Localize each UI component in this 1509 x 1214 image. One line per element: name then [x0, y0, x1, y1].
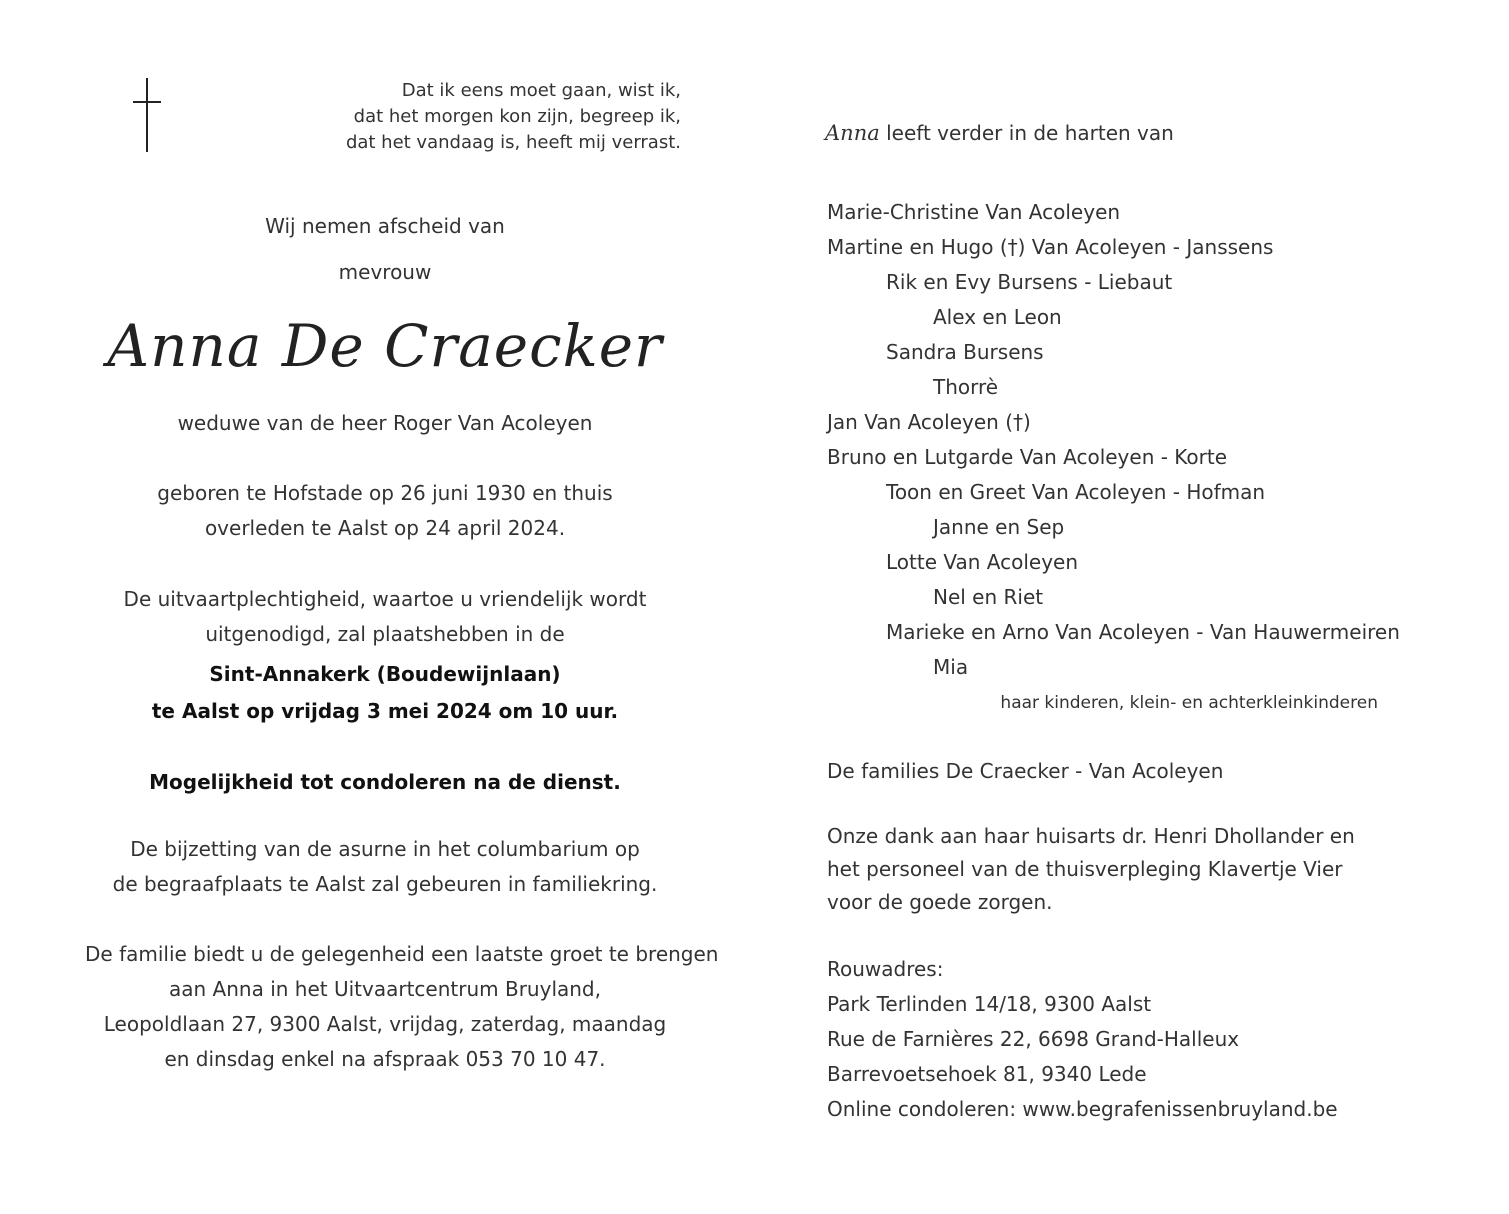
deceased-name: Anna De Craecker — [107, 312, 663, 380]
visit-line-3: Leopoldlaan 27, 9300 Aalst, vrijdag, zaterdag, maandag — [103, 1012, 667, 1036]
family-member: Marie-Christine Van Acoleyen — [827, 200, 1121, 224]
thanks-line-2: het personeel van de thuisverpleging Klavertje Vier — [827, 857, 1343, 881]
family-member: Mia — [933, 655, 969, 679]
address-line: Park Terlinden 14/18, 9300 Aalst — [827, 992, 1152, 1016]
family-member: Alex en Leon — [933, 305, 1062, 329]
intro-text: Wij nemen afscheid van — [265, 214, 505, 238]
thanks-line-3: voor de goede zorgen. — [827, 890, 1053, 914]
address-label: Rouwadres: — [827, 957, 944, 981]
poem-line-2: dat het morgen kon zijn, begreep ik, — [353, 106, 681, 127]
families-line: De families De Craecker - Van Acoleyen — [827, 759, 1224, 783]
ceremony-line-1: De uitvaartplechtigheid, waartoe u vriendelijk wordt — [123, 587, 647, 611]
family-member: Marieke en Arno Van Acoleyen - Van Hauwermeiren — [886, 620, 1400, 644]
family-member: Sandra Bursens — [886, 340, 1044, 364]
widow-text: weduwe van de heer Roger Van Acoleyen — [177, 411, 593, 435]
family-member: Rik en Evy Bursens - Liebaut — [886, 270, 1173, 294]
family-heading — [825, 121, 1174, 145]
family-member: Bruno en Lutgarde Van Acoleyen - Korte — [827, 445, 1228, 469]
family-member: Jan Van Acoleyen (†) — [827, 410, 1031, 434]
church-name: Sint-Annakerk (Boudewijnlaan) — [209, 662, 561, 686]
family-member: Nel en Riet — [933, 585, 1044, 609]
poem-line-3: dat het vandaag is, heeft mij verrast. — [345, 132, 681, 153]
visit-line-2: aan Anna in het Uitvaartcentrum Bruyland, — [169, 977, 601, 1001]
urn-line-1: De bijzetting van de asurne in het columbarium op — [130, 837, 640, 861]
poem-line-1: Dat ik eens moet gaan, wist ik, — [401, 80, 681, 101]
thanks-line-1: Onze dank aan haar huisarts dr. Henri Dhollander en — [827, 824, 1355, 848]
grandchildren-note: haar kinderen, klein- en achterkleinkinderen — [1000, 693, 1378, 713]
died-text: overleden te Aalst op 24 april 2024. — [204, 516, 566, 540]
family-member: Martine en Hugo (†) Van Acoleyen - Janssens — [827, 235, 1274, 259]
online-condolence: Online condoleren: www.begrafenissenbruyland.be — [827, 1097, 1338, 1121]
heading-name: Anna — [825, 121, 880, 145]
address-line: Rue de Farnières 22, 6698 Grand-Halleux — [827, 1027, 1240, 1051]
family-member: Thorrè — [933, 375, 999, 399]
visit-line-4: en dinsdag enkel na afspraak 053 70 10 47. — [164, 1047, 606, 1071]
family-member: Lotte Van Acoleyen — [886, 550, 1079, 574]
address-line: Barrevoetsehoek 81, 9340 Lede — [827, 1062, 1147, 1086]
heading-rest: leeft verder in de harten van — [886, 121, 1174, 145]
family-member: Janne en Sep — [933, 515, 1065, 539]
title-text: mevrouw — [338, 260, 432, 284]
visit-line-1: De familie biedt u de gelegenheid een laatste groet te brengen — [85, 942, 719, 966]
ceremony-when: te Aalst op vrijdag 3 mei 2024 om 10 uur. — [151, 699, 619, 723]
condolence-note: Mogelijkheid tot condoleren na de dienst. — [149, 770, 621, 794]
ceremony-line-2: uitgenodigd, zal plaatshebben in de — [205, 622, 565, 646]
born-text: geboren te Hofstade op 26 juni 1930 en thuis — [157, 481, 613, 505]
family-member: Toon en Greet Van Acoleyen - Hofman — [886, 480, 1266, 504]
urn-line-2: de begraafplaats te Aalst zal gebeuren in familiekring. — [112, 872, 658, 896]
